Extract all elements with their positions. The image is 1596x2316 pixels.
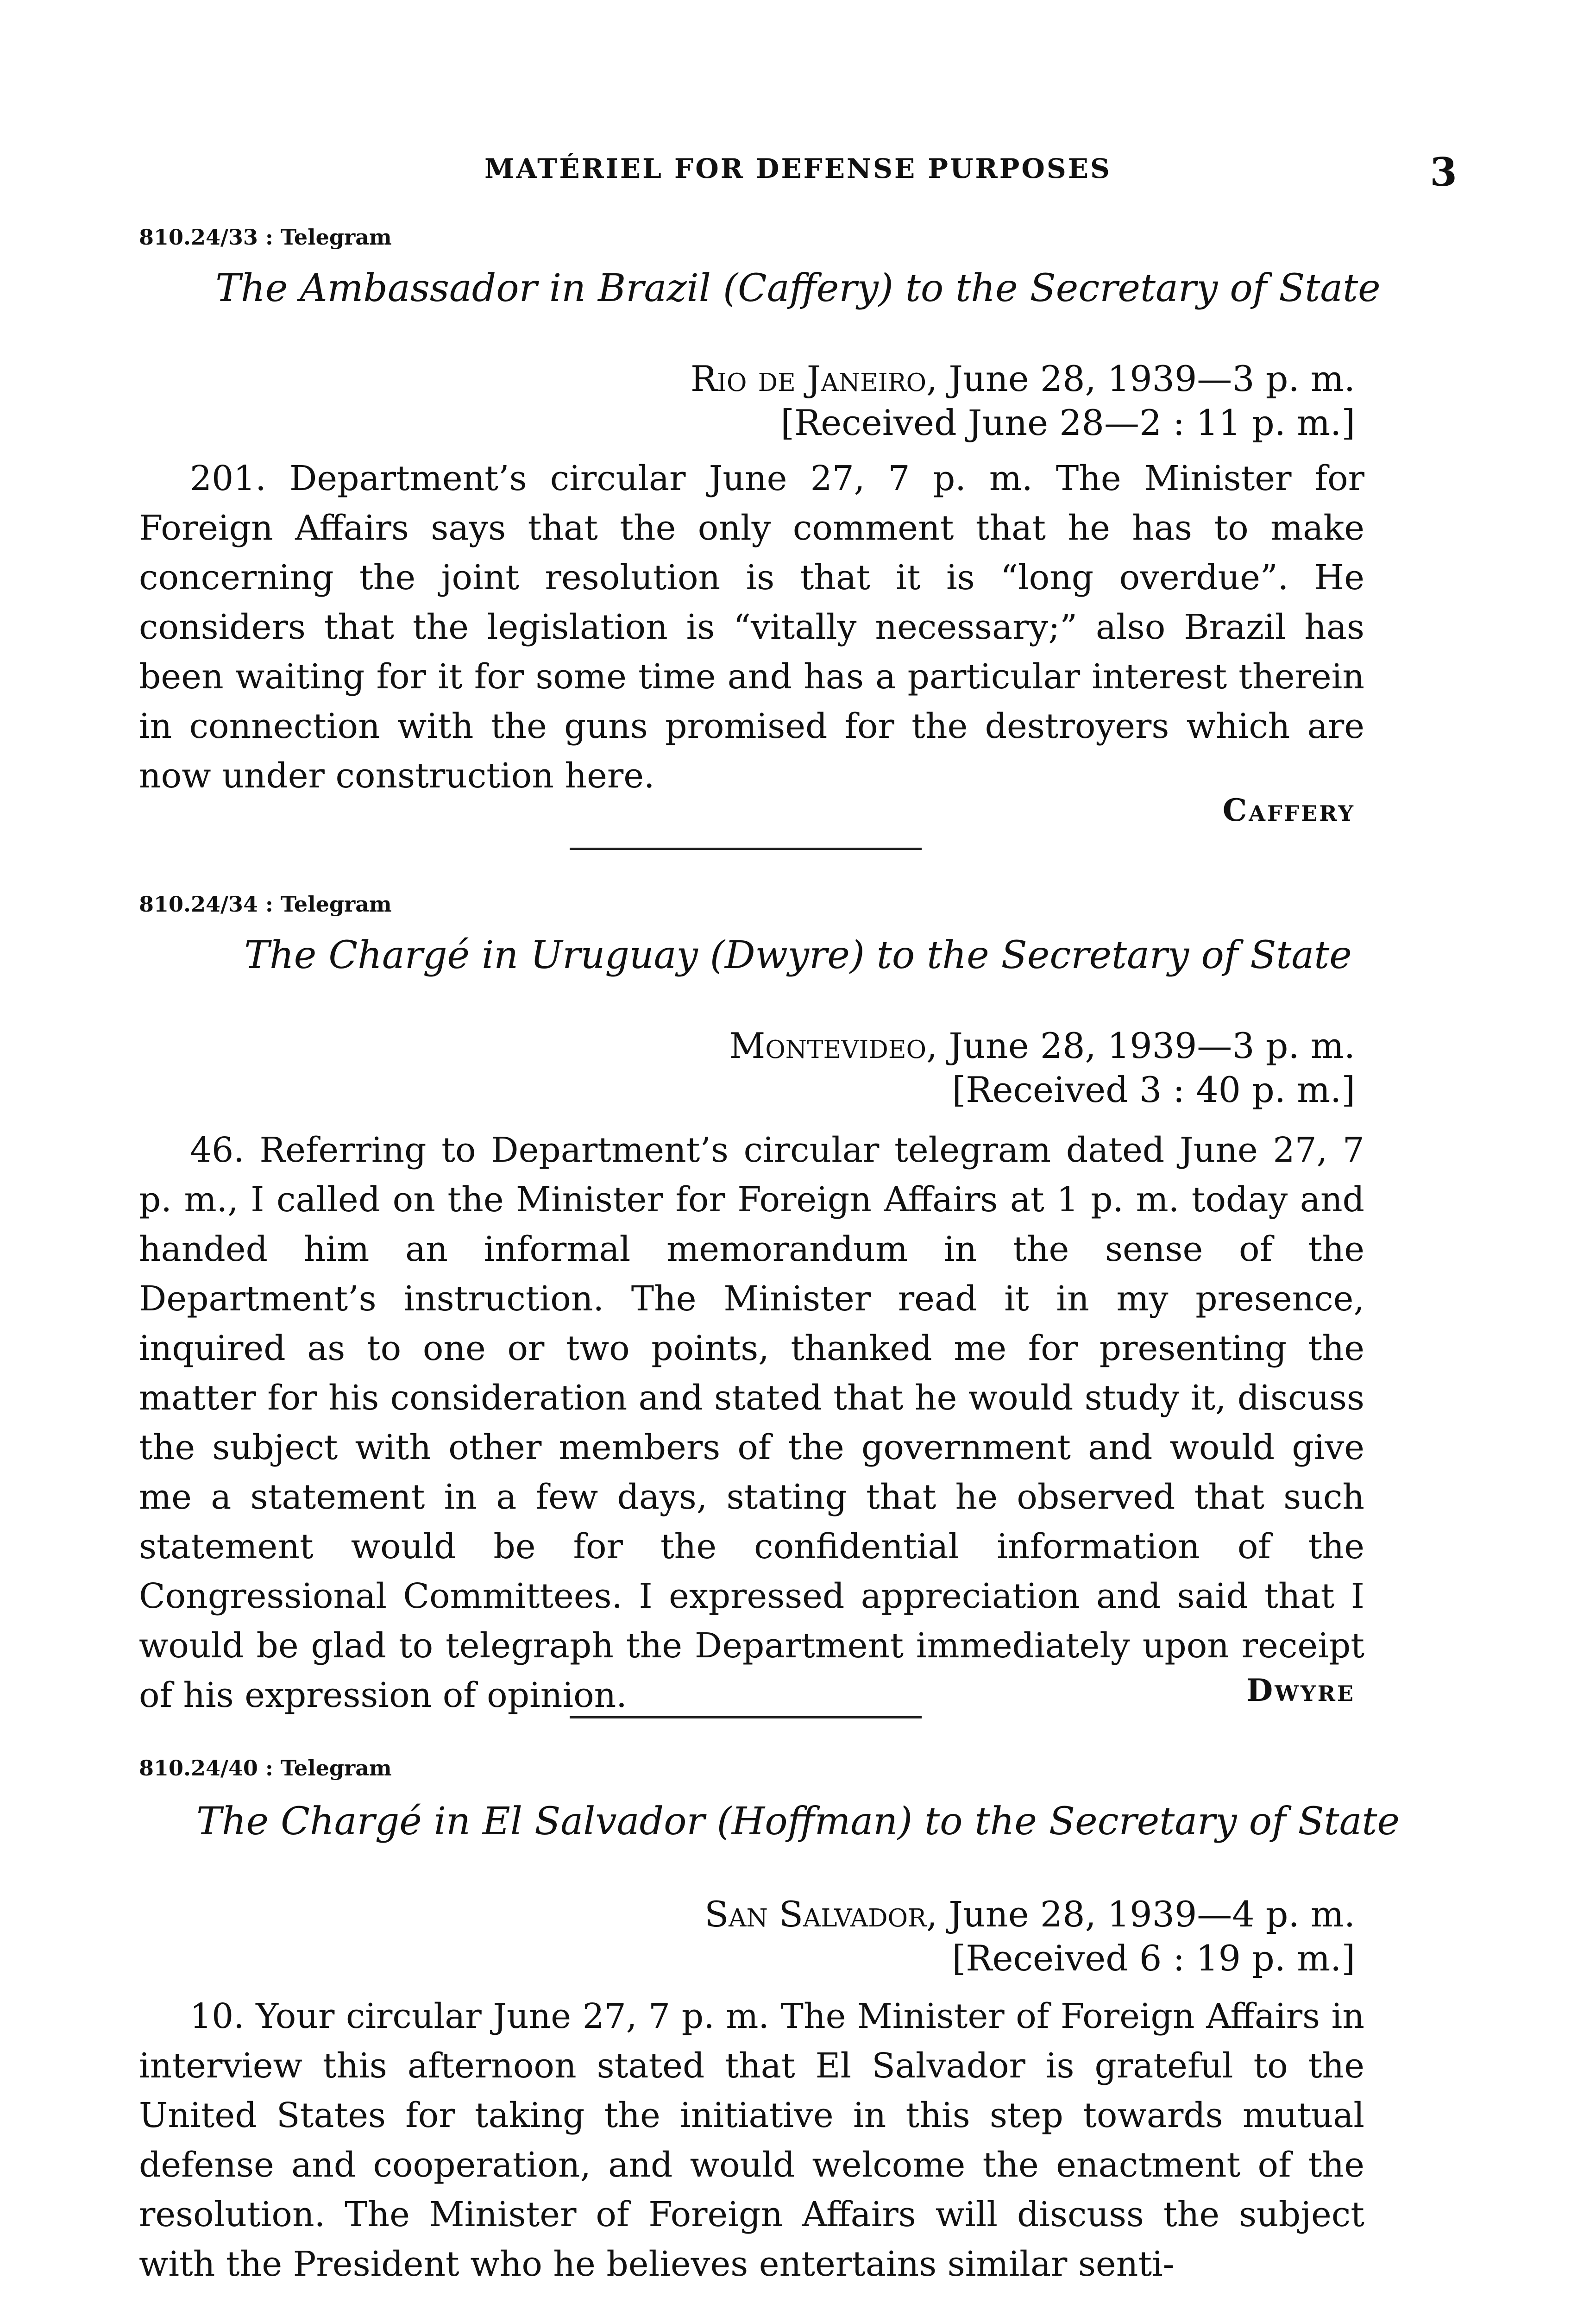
file-number: 810.24/40 : Telegram (139, 1756, 392, 1781)
date-time: June 28, 1939—3 p. m. (937, 1025, 1355, 1066)
page-number: 3 (1430, 149, 1457, 195)
document-title: The Chargé in El Salvador (Hoffman) to the Secretary of State (196, 1800, 1400, 1844)
dateline (729, 1024, 1355, 1112)
signature: Caffery (1222, 792, 1355, 828)
telegram-body: 10. Your circular June 27, 7 p. m. The Minister of Foreign Affairs in interview this afternoon stated that El Salvador is grateful to the United States for taking the initiative in this step towards mutual defense and cooperation, and would welcome the enactment of the resolution. The Minister of Foreign Affairs will discuss the subject with the President who he believes entertains similar senti- (139, 1996, 1364, 2284)
telegram-body: 201. Department’s circular June 27, 7 p. m. The Minister for Foreign Affairs says that the only comment that he has to make concerning the joint resolution is that it is “long overdue”. He considers that the legislation is “vitally necessary;” also Brazil has been waiting for it for some time and has a particular interest therein in connection with the guns promised for the destroyers which are now under construction here. (139, 459, 1364, 796)
file-number: 810.24/33 : Telegram (139, 225, 392, 250)
dateline (691, 357, 1355, 445)
telegram-body: 46. Referring to Department’s circular telegram dated June 27, 7 p. m., I called on the Minister for Foreign Affairs at 1 p. m. today and handed him an informal memorandum in the sense of the Department’s instruction. The Minister read it in my presence, inquired as to one or two points, thanked me for presenting the matter for his consideration and stated that he would study it, discuss the subject with other members of the government and would give me a statement in a few days, stating that he observed that such statement would be for the confidential information of the Congressional Committees. I expressed appreciation and said that I would be glad to telegraph the Department immediately upon receipt of his expression of opinion. (139, 1130, 1364, 1715)
place-name: Montevideo, (729, 1025, 938, 1066)
signature: Dwyre (1246, 1672, 1355, 1708)
document-title: The Chargé in Uruguay (Dwyre) to the Secretary of State (244, 933, 1352, 977)
dateline (704, 1892, 1355, 1980)
received-time: [Received 6 : 19 p. m.] (952, 1938, 1355, 1979)
place-name: San Salvador, (704, 1894, 938, 1935)
page-header (139, 149, 1457, 208)
document-title: The Ambassador in Brazil (Caffery) to the Secretary of State (215, 266, 1381, 310)
running-title: MATÉRIEL FOR DEFENSE PURPOSES (484, 153, 1112, 184)
received-time: [Received June 28—2 : 11 p. m.] (780, 402, 1355, 443)
date-time: June 28, 1939—4 p. m. (937, 1894, 1355, 1935)
file-number: 810.24/34 : Telegram (139, 892, 392, 917)
received-time: [Received 3 : 40 p. m.] (952, 1069, 1355, 1110)
section-divider (570, 848, 922, 850)
date-time: June 28, 1939—3 p. m. (937, 358, 1355, 399)
section-divider (570, 1716, 922, 1718)
place-name: Rio de Janeiro, (690, 358, 938, 399)
